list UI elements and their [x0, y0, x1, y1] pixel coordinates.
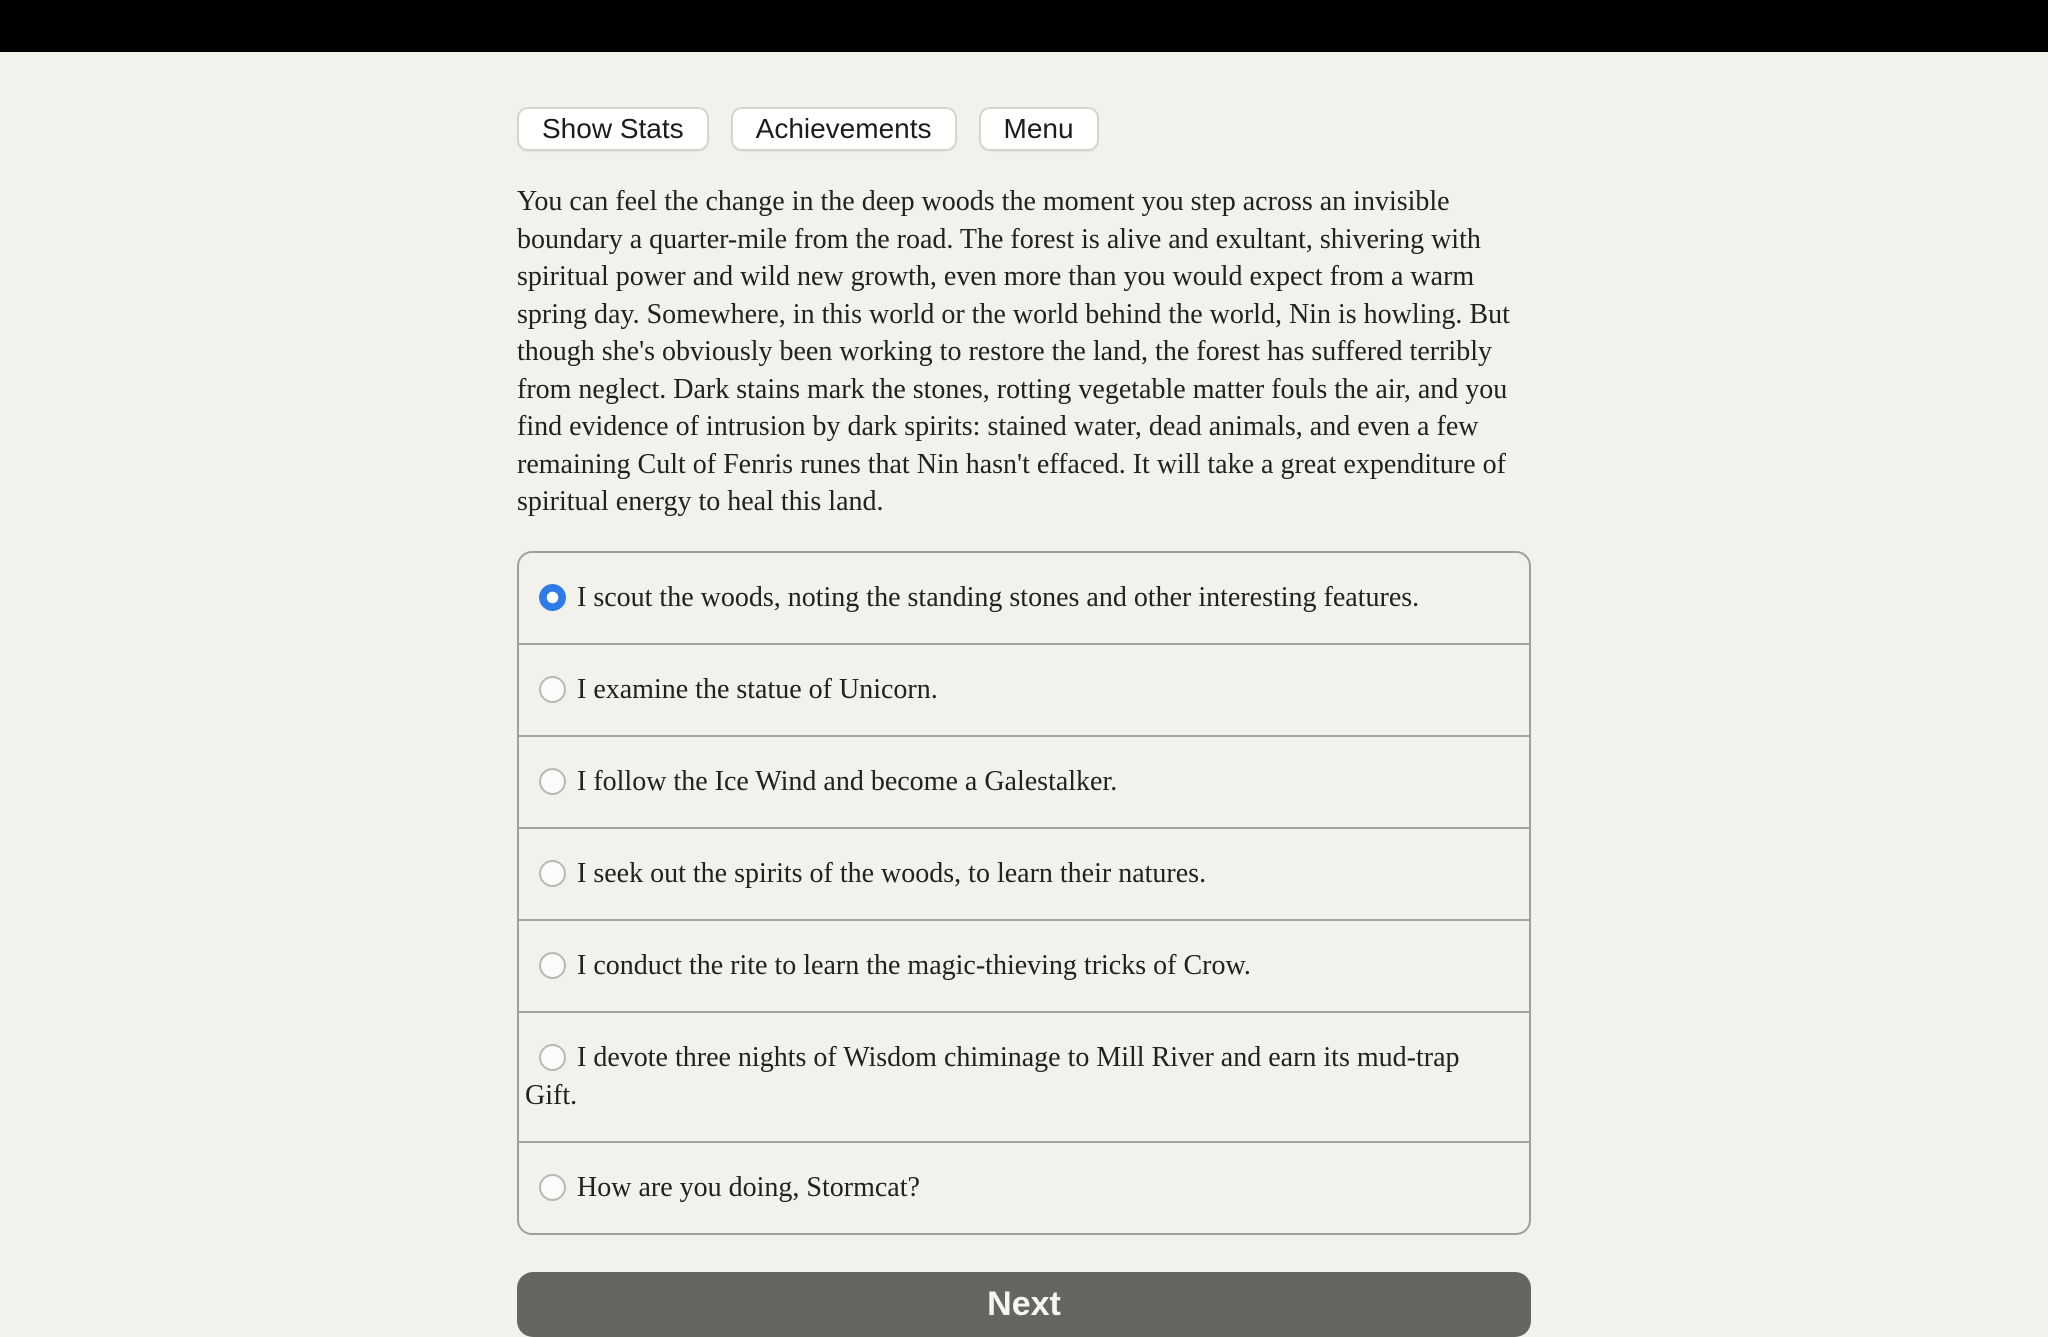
- choice-label: I conduct the rite to learn the magic-thieving tricks of Crow.: [577, 949, 1251, 981]
- choice-label: How are you doing, Stormcat?: [577, 1171, 920, 1203]
- radio-button-icon[interactable]: [539, 676, 566, 703]
- choice-label: I devote three nights of Wisdom chiminage to Mill River and earn its mud-trap Gift.: [525, 1041, 1460, 1111]
- top-bar: [0, 0, 2048, 52]
- choice-label: I scout the woods, noting the standing stones and other interesting features.: [577, 581, 1420, 613]
- choices-group: [517, 551, 1531, 1235]
- show-stats-button[interactable]: Show Stats: [517, 107, 709, 151]
- toolbar: [517, 107, 1531, 151]
- choice-label: I follow the Ice Wind and become a Galestalker.: [577, 765, 1118, 797]
- choice-label: I examine the statue of Unicorn.: [577, 673, 938, 705]
- achievements-button[interactable]: Achievements: [731, 107, 957, 151]
- radio-button-icon[interactable]: [539, 860, 566, 887]
- choice-row[interactable]: [519, 919, 1529, 1011]
- radio-button-icon[interactable]: [539, 952, 566, 979]
- choice-row[interactable]: [519, 1011, 1529, 1141]
- story-paragraph: You can feel the change in the deep woods the moment you step across an invisible boundary a quarter-mile from the road. The forest is alive and exultant, shivering with spiritual power and wild new growth, even more than you would expect from a warm spring day. Somewhere, in this world or the world behind the world, Nin is howling. But though she's obviously been working to restore the land, the forest has suffered terribly from neglect. Dark stains mark the stones, rotting vegetable matter fouls the air, and you find evidence of intrusion by dark spirits: stained water, dead animals, and even a few remaining Cult of Fenris runes that Nin hasn't effaced. It will take a great expenditure of spiritual energy to heal this land.: [517, 186, 1510, 517]
- choice-row[interactable]: [519, 827, 1529, 919]
- choice-row[interactable]: [519, 1141, 1529, 1233]
- radio-button-icon[interactable]: [539, 768, 566, 795]
- radio-button-icon[interactable]: [539, 1174, 566, 1201]
- next-button[interactable]: Next: [517, 1272, 1531, 1337]
- radio-button-icon[interactable]: [539, 1044, 566, 1071]
- menu-button[interactable]: Menu: [979, 107, 1099, 151]
- choice-label: I seek out the spirits of the woods, to learn their natures.: [577, 857, 1207, 889]
- radio-button-icon[interactable]: [539, 584, 566, 611]
- choice-row[interactable]: [519, 553, 1529, 643]
- choice-row[interactable]: [519, 643, 1529, 735]
- game-content: [517, 107, 1531, 1337]
- choice-row[interactable]: [519, 735, 1529, 827]
